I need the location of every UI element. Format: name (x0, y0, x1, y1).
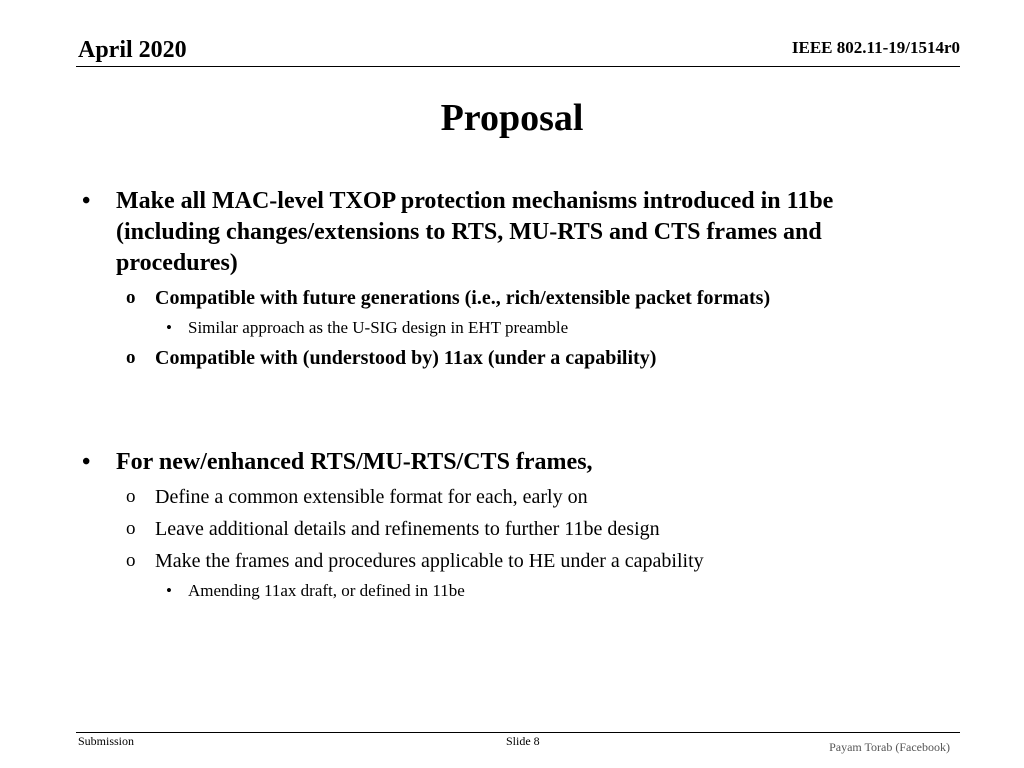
slide-content (80, 186, 940, 602)
header-date: April 2020 (78, 37, 187, 63)
footer-author: Payam Torab (Facebook) (829, 740, 950, 754)
sub-bullet-text: Define a common extensible format for each, early on (155, 486, 588, 508)
footer-slide-number: Slide 8 (506, 734, 540, 748)
sub-bullet-11ax-compat (80, 345, 940, 371)
sub-bullet-marker: o (126, 550, 136, 571)
bullet-txop-protection (80, 186, 940, 279)
bullet-new-frames (80, 447, 940, 478)
bullet-marker: • (82, 449, 91, 475)
detail-bullet-marker: • (166, 318, 172, 337)
bullet-text: Make all MAC-level TXOP protection mechanisms introduced in 11be (including changes/extensions to RTS, MU-RTS and CTS frames and procedures) (116, 188, 834, 276)
detail-bullet-text: Similar approach as the U-SIG design in EHT preamble (188, 318, 569, 337)
sub-bullet-marker: o (126, 287, 136, 308)
sub-bullet-marker: o (126, 486, 136, 507)
detail-bullet-usig (80, 317, 940, 339)
header-doc-id: IEEE 802.11-19/1514r0 (791, 38, 960, 57)
footer-divider (76, 732, 960, 733)
sub-bullet-future-generations (80, 285, 940, 311)
sub-bullet-text: Compatible with (understood by) 11ax (under a capability) (155, 347, 657, 369)
sub-bullet-further-design (80, 516, 940, 542)
sub-bullet-text: Leave additional details and refinements to further 11be design (155, 518, 660, 540)
sub-bullet-marker: o (126, 518, 136, 539)
sub-bullet-text: Make the frames and procedures applicable to HE under a capability (155, 550, 704, 572)
bullet-marker: • (82, 188, 91, 214)
bullet-spacer (80, 371, 940, 447)
header-divider (76, 66, 960, 67)
footer-submission: Submission (78, 734, 135, 748)
detail-bullet-text: Amending 11ax draft, or defined in 11be (188, 581, 465, 600)
sub-bullet-he-capability (80, 548, 940, 574)
sub-bullet-marker: o (126, 347, 136, 368)
sub-bullet-text: Compatible with future generations (i.e., rich/extensible packet formats) (155, 287, 771, 309)
detail-bullet-marker: • (166, 581, 172, 600)
detail-bullet-amending (80, 580, 940, 602)
bullet-text: For new/enhanced RTS/MU-RTS/CTS frames, (116, 449, 593, 475)
slide-title: Proposal (440, 97, 584, 139)
sub-bullet-common-format (80, 484, 940, 510)
